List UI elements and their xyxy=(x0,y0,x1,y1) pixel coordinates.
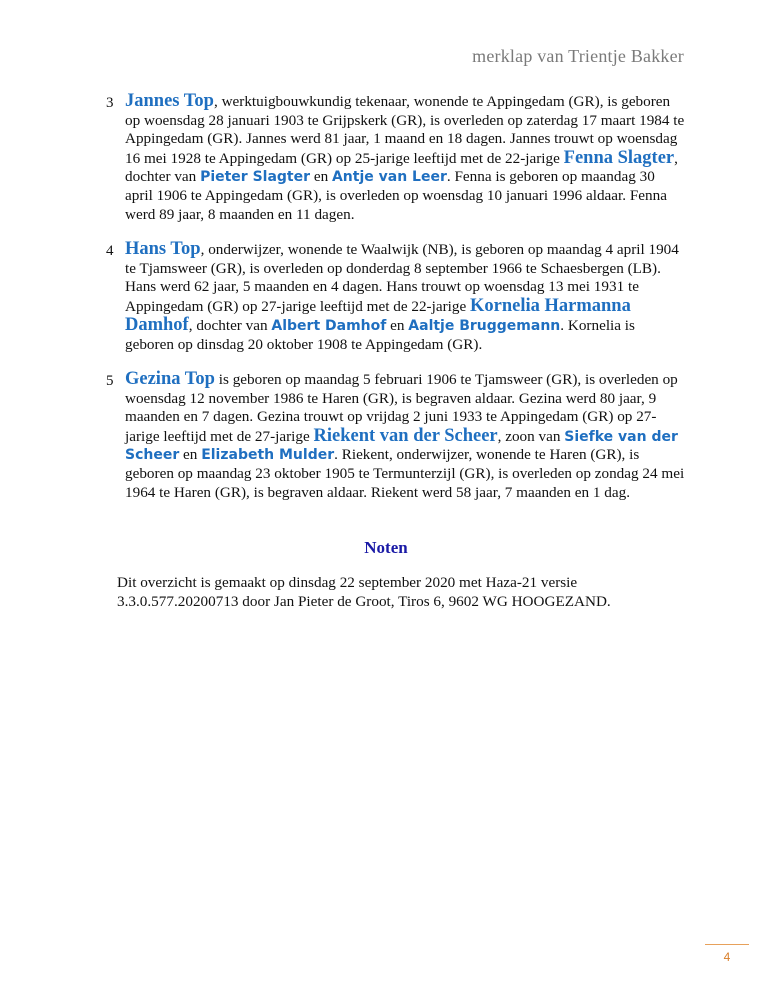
spouse-name: Fenna Slagter xyxy=(563,147,675,168)
parent-name: Albert Damhof xyxy=(271,318,387,335)
parent-name: Aaltje Bruggemann xyxy=(408,318,561,335)
person-name: Gezina Top xyxy=(125,369,215,389)
entry-text: , onderwijzer, wonende te Waalwijk (NB), is geboren op maandag 4 april 1904 te Tjamsweer (GR), is overleden op donderdag 8 september 1966 te Schaesbergen (LB). Hans werd 62 jaar, 5 maanden en 4 dagen. Hans trouwt op woensdag 13 mei 1931 te Appingedam (GR) op 27-jarige leeftijd met de 22-jarige xyxy=(125,241,679,315)
parent-name: Pieter Slagter xyxy=(200,169,311,186)
genealogy-entry xyxy=(106,369,685,502)
page-number: 4 xyxy=(723,950,731,964)
parent-name: Elizabeth Mulder xyxy=(201,447,335,464)
footer-divider xyxy=(705,944,749,945)
parent-name: Antje van Leer xyxy=(331,169,447,186)
entry-number: 4 xyxy=(106,243,114,259)
entry-text: . Riekent, onderwijzer, wonende te Haren (GR), is geboren op maandag 23 oktober 1905 te Termunterzijl (GR), is overleden op zondag 24 mei 1964 te Haren (GR), is begraven aldaar. Riekent werd 58 jaar, 7 maanden en 1 dag. xyxy=(125,446,685,501)
notes-text: Dit overzicht is gemaakt op dinsdag 22 september 2020 met Haza-21 versie 3.3.0.577.20200713 door Jan Pieter de Groot, Tiros 6, 9602 WG HOOGEZAND. xyxy=(117,574,611,610)
entry-number: 3 xyxy=(106,95,114,111)
genealogy-entry xyxy=(106,91,685,224)
document-header-title: merklap van Trientje Bakker xyxy=(472,46,684,66)
entry-text: is geboren op maandag 5 februari 1906 te Tjamsweer (GR), is overleden op woensdag 12 november 1986 te Haren (GR), is begraven aldaar. Gezina werd 80 jaar, 9 maanden en 7 dagen. Gezina trouwt op vrijdag 2 juni 1933 te Appingedam (GR) op 27-jarige leeftijd met de 27-jarige xyxy=(125,371,678,445)
entry-text: , dochter van xyxy=(188,317,272,335)
notes-heading: Noten xyxy=(364,538,408,557)
person-name: Hans Top xyxy=(125,239,201,259)
parent-name: Siefke van der Scheer xyxy=(125,428,678,464)
person-name: Jannes Top xyxy=(125,91,214,111)
entry-text: en xyxy=(179,446,202,464)
entry-text: en xyxy=(386,317,409,335)
spouse-name: Kornelia Harmanna Damhof xyxy=(125,295,631,336)
entry-number: 5 xyxy=(106,373,114,389)
spouse-name: Riekent van der Scheer xyxy=(313,425,498,446)
entry-text: , zoon van xyxy=(497,427,565,445)
entry-text: . Kornelia is geboren op dinsdag 20 oktober 1908 te Appingedam (GR). xyxy=(125,317,635,353)
genealogy-entry xyxy=(106,239,685,355)
entry-text: , werktuigbouwkundig tekenaar, wonende te Appingedam (GR), is geboren op woensdag 28 januari 1903 te Grijpskerk (GR), is overleden op zaterdag 17 maart 1984 te Appingedam (GR). Jannes werd 81 jaar, 1 maand en 18 dagen. Jannes trouwt op woensdag 16 mei 1928 te Appingedam (GR) op 25-jarige leeftijd met de 22-jarige xyxy=(125,93,685,167)
entry-text: . Fenna is geboren op maandag 30 april 1906 te Appingedam (GR), is overleden op woensdag 10 januari 1996 aldaar. Fenna werd 89 jaar, 8 maanden en 11 dagen. xyxy=(125,168,667,223)
entry-text: , dochter van xyxy=(125,149,678,186)
entry-text: en xyxy=(310,168,332,186)
